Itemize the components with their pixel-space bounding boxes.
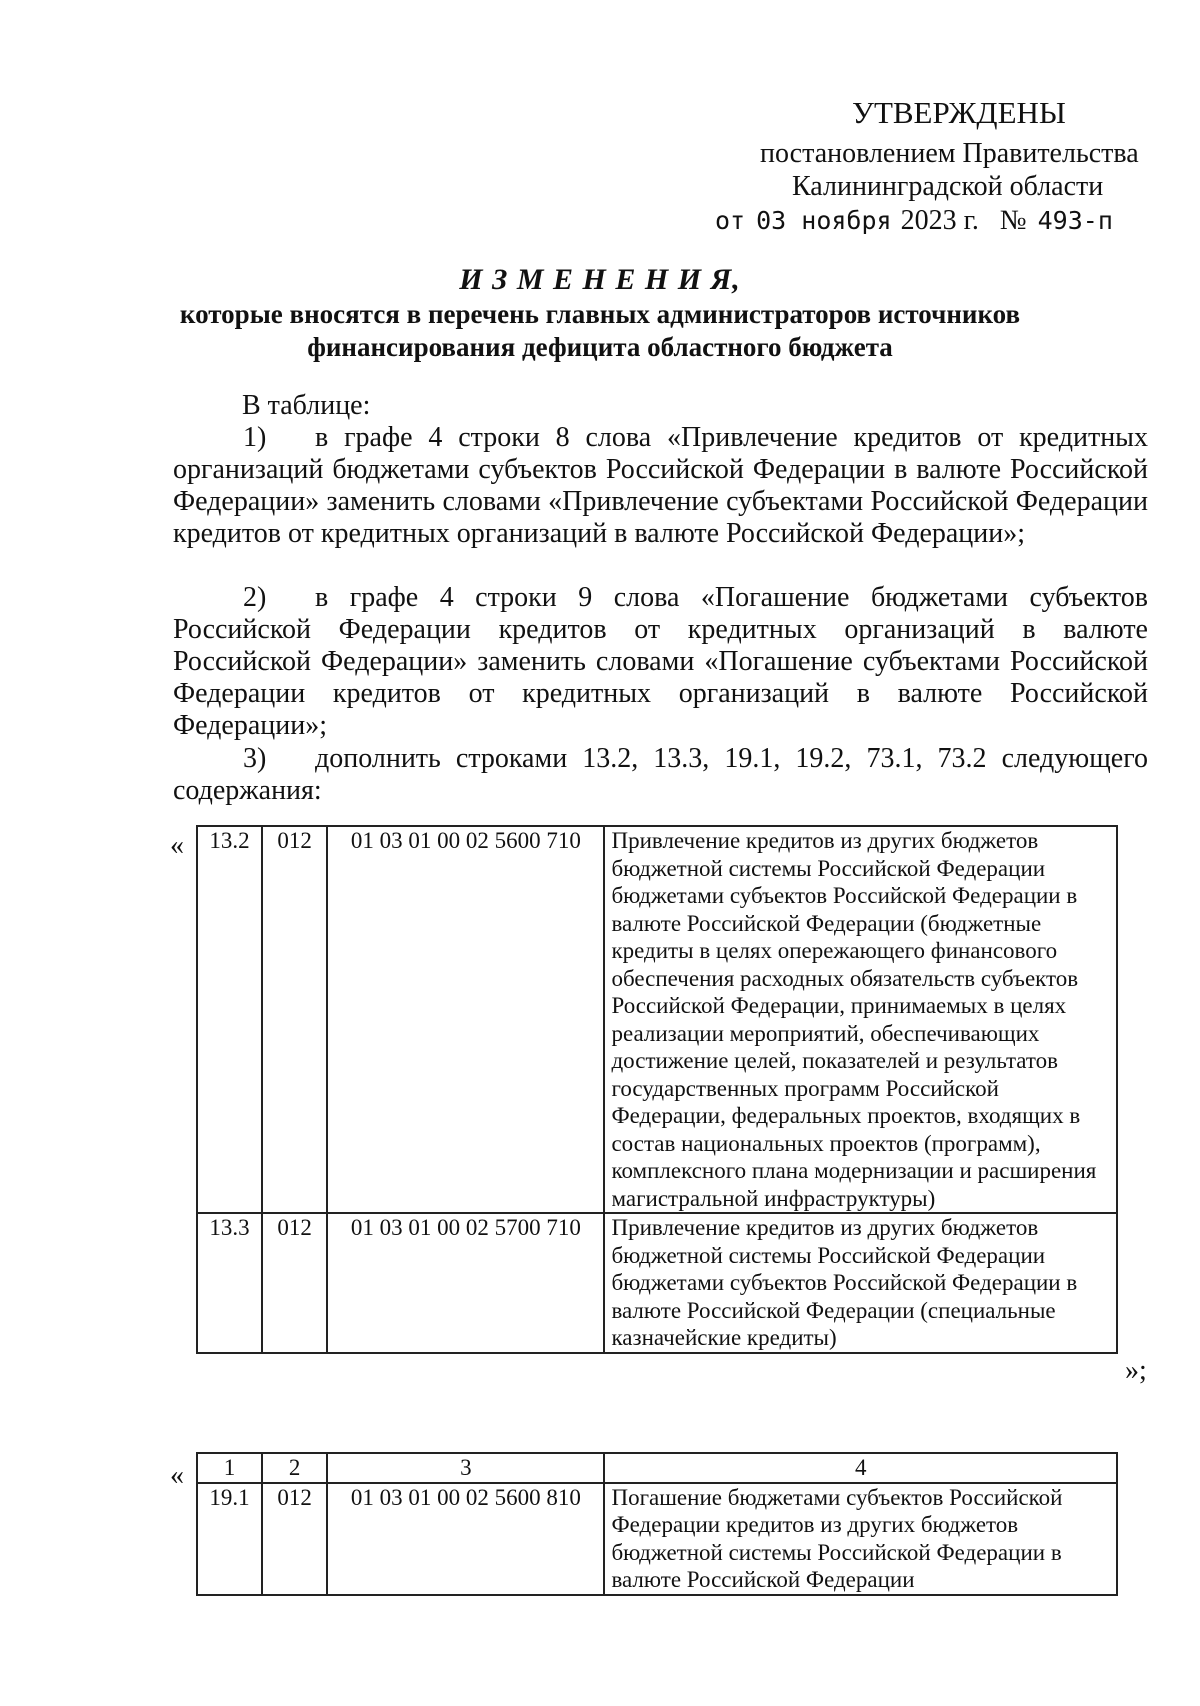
close-quote-1: »; bbox=[1125, 1355, 1147, 1386]
approval-date-line bbox=[715, 204, 1113, 238]
approval-line-1: постановлением Правительства bbox=[760, 138, 1139, 169]
open-quote-1: « bbox=[170, 830, 184, 861]
item-2-text: в графе 4 строки 9 слова «Погашение бюджетами субъектов Российской Федерации кредитов от кредитных организаций в валюте Российской Федерации» заменить словами «Погашение субъектами Российской Федерации кредитов от кредитных организаций в валюте Российской Федерации»; bbox=[173, 582, 1148, 741]
item-1-text: в графе 4 строки 8 слова «Привлечение кредитов от кредитных организаций бюджетами субъектов Российской Федерации в валюте Российской Федерации» заменить словами «Привлечение субъектами Российской Федерации кредитов от кредитных организаций в валюте Российской Федерации»; bbox=[173, 422, 1148, 549]
item-3 bbox=[173, 743, 1148, 807]
column-header: 3 bbox=[327, 1453, 604, 1483]
approval-line-2: Калининградской области bbox=[792, 171, 1104, 202]
number-handwritten: 493-п bbox=[1037, 206, 1113, 235]
date-prefix: от bbox=[715, 206, 746, 235]
item-2 bbox=[173, 582, 1148, 742]
number-label: № bbox=[999, 205, 1027, 236]
date-handwritten: 03 ноября bbox=[756, 206, 892, 235]
admin-code: 012 bbox=[262, 826, 327, 1213]
source-name: Погашение бюджетами субъектов Российской Федерации кредитов из других бюджетов бюджетной системы Российской Федерации в валюте Российской Федерации bbox=[604, 1483, 1117, 1595]
approval-heading: УТВЕРЖДЕНЫ bbox=[852, 95, 1066, 130]
item-3-number: 3) bbox=[243, 743, 267, 774]
open-quote-2: « bbox=[170, 1460, 184, 1491]
item-1 bbox=[173, 422, 1148, 550]
admin-code: 012 bbox=[262, 1483, 327, 1595]
column-header: 4 bbox=[604, 1453, 1117, 1483]
row-number: 13.2 bbox=[197, 826, 262, 1213]
column-header: 1 bbox=[197, 1453, 262, 1483]
document-title: И З М Е Н Е Н И Я, bbox=[459, 263, 741, 296]
column-header: 2 bbox=[262, 1453, 327, 1483]
budget-code: 01 03 01 00 02 5600 710 bbox=[327, 826, 604, 1213]
item-1-number: 1) bbox=[243, 422, 267, 453]
admin-code: 012 bbox=[262, 1213, 327, 1353]
document-subtitle-2: финансирования дефицита областного бюджета bbox=[307, 332, 893, 362]
table-row bbox=[197, 826, 1117, 1213]
row-number: 13.3 bbox=[197, 1213, 262, 1353]
budget-code: 01 03 01 00 02 5700 710 bbox=[327, 1213, 604, 1353]
table-row bbox=[197, 1483, 1117, 1595]
intro-text: В таблице: bbox=[242, 390, 371, 421]
table-header-row bbox=[197, 1453, 1117, 1483]
source-name: Привлечение кредитов из других бюджетов бюджетной системы Российской Федерации бюджетами субъектов Российской Федерации в валюте Российской Федерации (специальные казначейские кредиты) bbox=[604, 1213, 1117, 1353]
table-row bbox=[197, 1213, 1117, 1353]
document-subtitle-1: которые вносятся в перечень главных администраторов источников bbox=[179, 299, 1021, 329]
table-rows-19 bbox=[196, 1452, 1118, 1596]
item-2-number: 2) bbox=[243, 582, 267, 613]
item-3-text: дополнить строками 13.2, 13.3, 19.1, 19.2, 73.1, 73.2 следующего содержания: bbox=[173, 743, 1148, 806]
row-number: 19.1 bbox=[197, 1483, 262, 1595]
budget-code: 01 03 01 00 02 5600 810 bbox=[327, 1483, 604, 1595]
date-year: 2023 г. bbox=[900, 205, 979, 236]
source-name: Привлечение кредитов из других бюджетов бюджетной системы Российской Федерации бюджетами субъектов Российской Федерации в валюте Российской Федерации (бюджетные кредиты в целях опережающего финансового обеспечения расходных обязательств субъектов Российской Федерации, принимаемых в целях реализации мероприятий, обеспечивающих достижение целей, показателей и результатов государственных программ Российской Федерации, федеральных проектов, входящих в состав национальных проектов (программ), комплексного плана модернизации и расширения магистральной инфраструктуры) bbox=[604, 826, 1117, 1213]
table-rows-13 bbox=[196, 825, 1118, 1354]
